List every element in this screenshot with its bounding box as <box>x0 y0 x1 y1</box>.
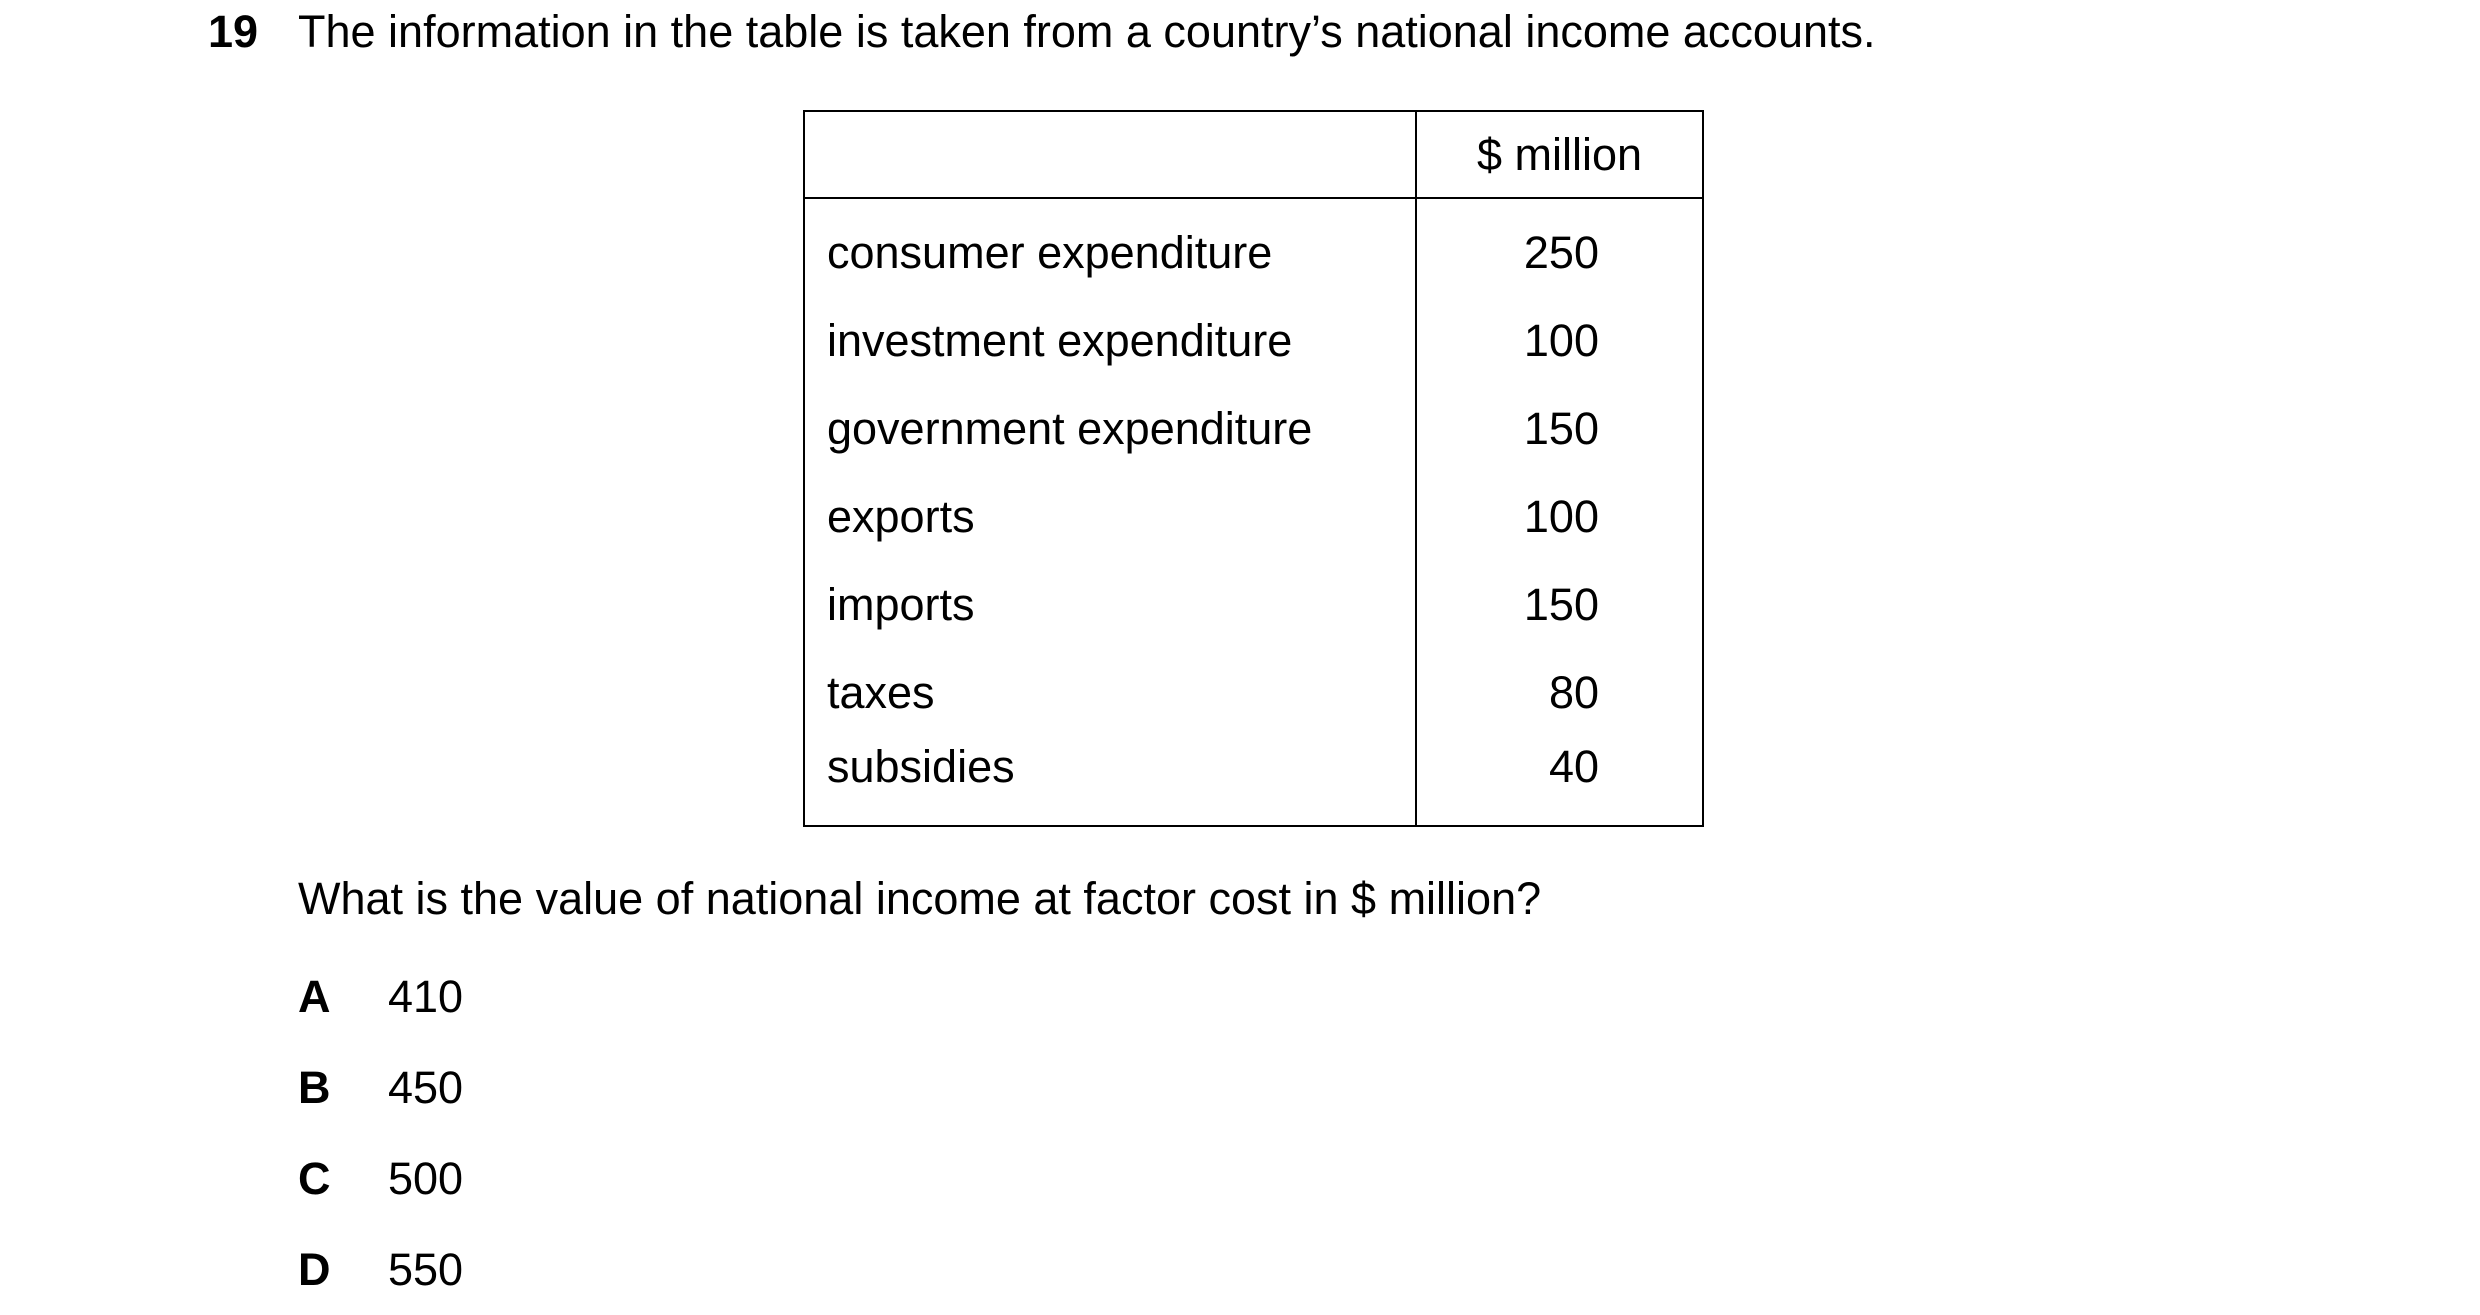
option-letter: D <box>298 1244 331 1295</box>
table-row <box>804 297 1703 385</box>
table-row <box>804 737 1703 826</box>
row-value: 150 <box>1416 385 1703 473</box>
table-header-row <box>804 111 1703 198</box>
option-c[interactable] <box>298 1151 463 1207</box>
table-row <box>804 561 1703 649</box>
row-value: 250 <box>1416 198 1703 297</box>
table-row <box>804 198 1703 297</box>
question-number: 19 <box>208 6 259 57</box>
question-stem: The information in the table is taken from a country’s national income accounts. <box>298 6 1876 57</box>
option-a[interactable] <box>298 969 463 1025</box>
option-letter: A <box>298 971 331 1022</box>
row-value: 80 <box>1416 649 1703 737</box>
national-income-table <box>803 110 1704 827</box>
header-unit-cell: $ million <box>1416 111 1703 198</box>
row-label: investment expenditure <box>804 297 1416 385</box>
row-value: 100 <box>1416 473 1703 561</box>
row-label: exports <box>804 473 1416 561</box>
option-letter: B <box>298 1062 331 1113</box>
row-label: consumer expenditure <box>804 198 1416 297</box>
table-row <box>804 473 1703 561</box>
row-label: imports <box>804 561 1416 649</box>
question-prompt: What is the value of national income at factor cost in $ million? <box>298 873 1542 924</box>
row-label: government expenditure <box>804 385 1416 473</box>
table-row <box>804 649 1703 737</box>
option-letter: C <box>298 1153 331 1204</box>
row-value: 150 <box>1416 561 1703 649</box>
option-value: 550 <box>388 1244 464 1295</box>
option-value: 500 <box>388 1153 464 1204</box>
option-b[interactable] <box>298 1060 463 1116</box>
option-value: 410 <box>388 971 464 1022</box>
header-label-cell <box>804 111 1416 198</box>
option-d[interactable] <box>298 1242 463 1298</box>
row-label: subsidies <box>804 737 1416 826</box>
row-value: 100 <box>1416 297 1703 385</box>
option-value: 450 <box>388 1062 464 1113</box>
table-row <box>804 385 1703 473</box>
row-value: 40 <box>1416 737 1703 826</box>
row-label: taxes <box>804 649 1416 737</box>
